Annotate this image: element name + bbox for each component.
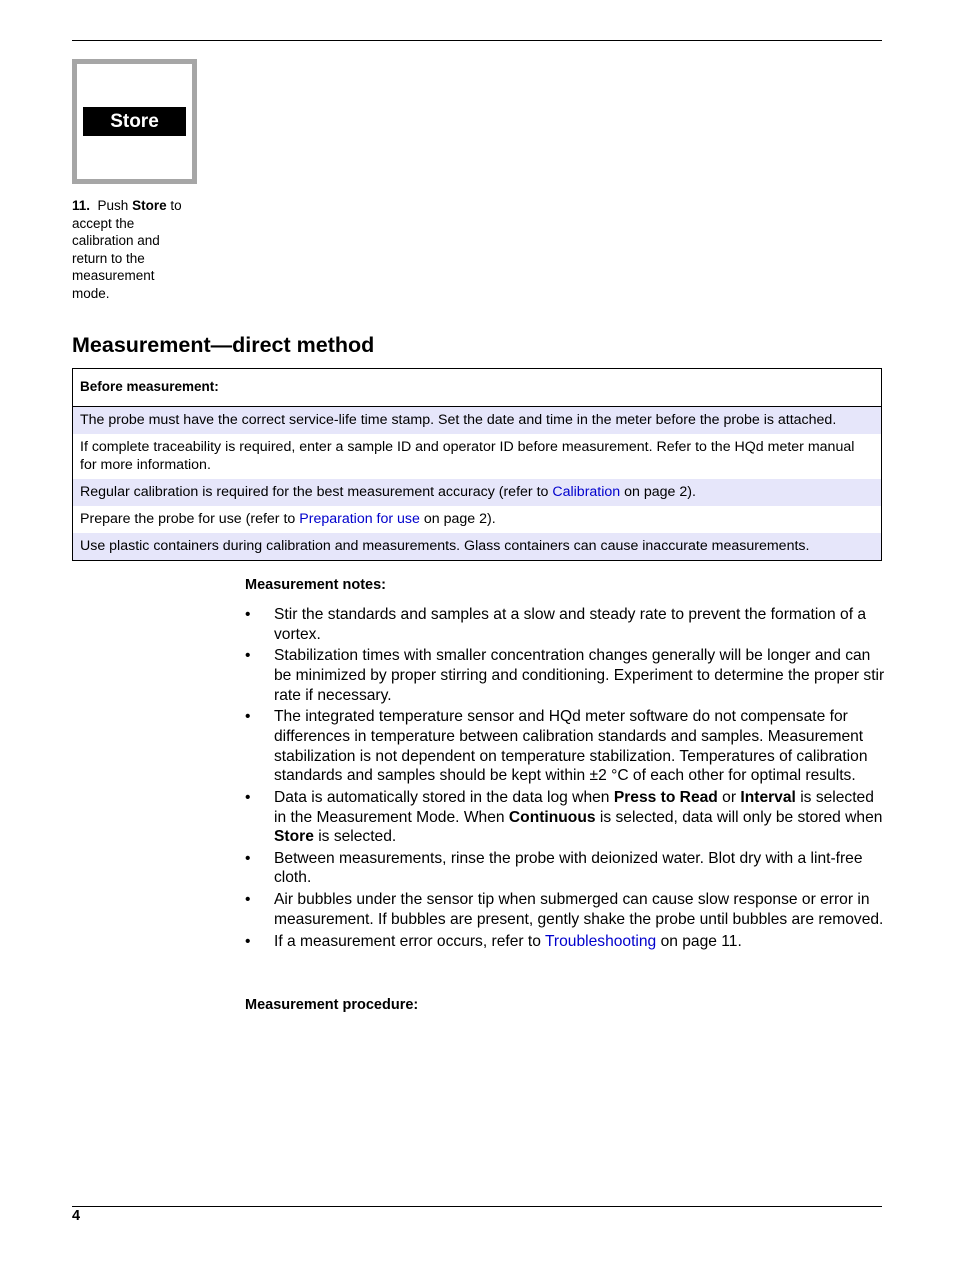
header-rule: [72, 40, 882, 41]
calibration-link[interactable]: Calibration: [552, 484, 621, 500]
meter-screen-figure: [72, 59, 197, 184]
store-bold: Store: [274, 828, 314, 846]
list-item-text: is selected.: [318, 828, 397, 846]
table-row-text: Prepare the probe for use (refer to: [80, 511, 296, 527]
table-row-text: If complete traceability is required, enter a sample ID and operator ID before measurement. Refer to the HQd meter manual for more information.: [80, 439, 855, 473]
list-item: [245, 707, 885, 785]
bullet-marker: •: [245, 708, 251, 726]
table-row-text: on page 2).: [423, 511, 496, 527]
bullet-marker: •: [245, 647, 251, 665]
table-row: [73, 506, 881, 533]
bullet-marker: •: [245, 788, 251, 806]
measurement-notes-title: Measurement notes:: [245, 577, 387, 593]
troubleshooting-link[interactable]: Troubleshooting: [544, 932, 657, 950]
bullet-marker: •: [245, 932, 251, 950]
step-line-4: measurement: [72, 268, 155, 284]
list-item: [245, 890, 885, 929]
interval-bold: Interval: [740, 788, 796, 806]
table-row: [73, 407, 881, 434]
measurement-procedure-title: Measurement procedure:: [245, 997, 419, 1013]
before-measurement-table: [72, 368, 882, 561]
list-item-text: is selected in the Measurement Mode. When: [274, 788, 874, 826]
list-item-text: Stir the standards and samples at a slow and steady rate to prevent the formation of a vortex.: [274, 606, 867, 643]
table-row: [73, 434, 881, 479]
bullet-marker: •: [245, 849, 251, 867]
list-item-text: is selected, data will only be stored when: [599, 808, 883, 826]
list-item: [245, 932, 885, 952]
continuous-bold: Continuous: [508, 808, 596, 826]
step-line-3: return to the: [72, 250, 145, 266]
list-item-text: Data is automatically stored in the data log when: [274, 788, 610, 806]
table-row-text: Use plastic containers during calibration and measurements. Glass containers can cause inaccurate measurements.: [80, 538, 810, 554]
table-row-text: Regular calibration is required for the best measurement accuracy (refer to: [80, 484, 549, 500]
page-number: 4: [72, 1208, 81, 1224]
list-item: [245, 788, 885, 847]
list-item: [245, 646, 885, 705]
list-item-text: Stabilization times with smaller concentration changes generally will be longer and can be minimized by proper stirring and conditioning. Experiment to determine the proper stir rate if necessary.: [274, 647, 885, 704]
footer-rule: [72, 1206, 882, 1207]
list-item-text: Between measurements, rinse the probe with deionized water. Blot dry with a lint-free cloth.: [274, 849, 863, 887]
step-line-2: calibration and: [72, 233, 160, 249]
step-line-1: accept the: [72, 215, 135, 231]
bullet-marker: •: [245, 891, 251, 909]
table-row: [73, 533, 881, 560]
step-text-to: to: [170, 198, 182, 213]
table-row-text: The probe must have the correct service-life time stamp. Set the date and time in the meter before the probe is attached.: [80, 412, 837, 428]
list-item-text: The integrated temperature sensor and HQd meter software do not compensate for differences in temperature between calibration standards and samples. Measurement stabilization is not dependent on temperature stabilization. Temperatures of calibration standards and samples should be kept within ±2 °C of each other for optimal results.: [274, 708, 868, 785]
list-item-text: or: [722, 788, 737, 806]
step-number: 11.: [72, 198, 91, 213]
preparation-for-use-link[interactable]: Preparation for use: [299, 511, 420, 527]
store-key-button: Store: [83, 107, 186, 136]
step-store-bold: Store: [132, 198, 167, 213]
measurement-notes-list: [245, 605, 885, 953]
bullet-marker: •: [245, 606, 251, 623]
step-line-5: mode.: [72, 285, 110, 301]
table-row-text: on page 2).: [624, 484, 696, 500]
list-item-text: on page 11.: [660, 932, 742, 950]
section-title: Measurement—direct method: [72, 333, 375, 357]
list-item: [245, 605, 885, 644]
step-11-caption: [72, 197, 202, 303]
list-item-text: Air bubbles under the sensor tip when submerged can cause slow response or error in measurement. If bubbles are present, gently shake the probe until bubbles are removed.: [274, 891, 884, 928]
table-header: Before measurement:: [73, 369, 881, 407]
step-text-push: Push: [97, 198, 129, 213]
list-item-text: If a measurement error occurs, refer to: [274, 932, 541, 950]
table-row: [73, 479, 881, 506]
press-to-read-bold: Press to Read: [613, 788, 718, 806]
list-item: [245, 849, 885, 888]
